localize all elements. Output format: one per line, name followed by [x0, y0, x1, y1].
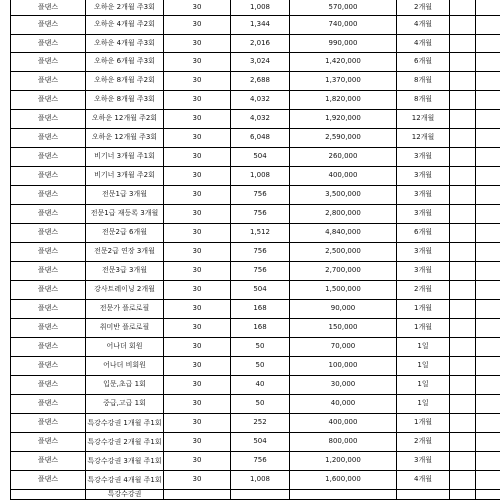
sessions-cell: 2,688	[231, 71, 290, 90]
brand-cell: 플댄스	[11, 34, 86, 52]
days-cell: 30	[164, 109, 231, 128]
brand-cell: 플댄스	[11, 52, 86, 71]
empty-cell	[476, 185, 500, 204]
period-cell: 2개월	[397, 0, 450, 15]
empty-cell	[450, 261, 476, 280]
empty-cell	[450, 204, 476, 223]
days-cell: 30	[164, 375, 231, 394]
price-cell: 740,000	[290, 15, 397, 34]
table-row	[11, 261, 500, 280]
course-cell: 비기너 3개월 주2회	[86, 166, 164, 185]
table-row	[11, 242, 500, 261]
course-cell: 오하운 12개월 주3회	[86, 128, 164, 147]
table-row	[11, 470, 500, 489]
course-cell: 특강수강권 3개월 주1회	[86, 451, 164, 470]
days-cell: 30	[164, 242, 231, 261]
empty-cell	[476, 299, 500, 318]
table-row	[11, 375, 500, 394]
sessions-cell: 1,344	[231, 15, 290, 34]
days-cell: 30	[164, 71, 231, 90]
course-cell: 전문2급 연장 3개월	[86, 242, 164, 261]
days-cell: 30	[164, 15, 231, 34]
table-row	[11, 394, 500, 413]
price-cell: 260,000	[290, 147, 397, 166]
empty-cell	[450, 52, 476, 71]
course-cell: 전문2급 6개월	[86, 223, 164, 242]
sessions-cell: 756	[231, 204, 290, 223]
brand-cell: 플댄스	[11, 470, 86, 489]
period-cell: 12개월	[397, 128, 450, 147]
table-row	[11, 52, 500, 71]
table-row	[11, 318, 500, 337]
empty-cell	[476, 451, 500, 470]
course-cell: 전문1급 재등록 3개월	[86, 204, 164, 223]
price-cell	[290, 489, 397, 499]
period-cell: 4개월	[397, 34, 450, 52]
period-cell: 3개월	[397, 185, 450, 204]
price-cell: 2,700,000	[290, 261, 397, 280]
period-cell: 1개월	[397, 318, 450, 337]
empty-cell	[450, 299, 476, 318]
days-cell: 30	[164, 185, 231, 204]
sessions-cell: 756	[231, 451, 290, 470]
brand-cell: 플댄스	[11, 204, 86, 223]
brand-cell: 플댄스	[11, 71, 86, 90]
brand-cell: 플댄스	[11, 261, 86, 280]
days-cell: 30	[164, 0, 231, 15]
empty-cell	[450, 128, 476, 147]
days-cell: 30	[164, 299, 231, 318]
price-cell: 800,000	[290, 432, 397, 451]
table-row	[11, 337, 500, 356]
sessions-cell: 3,024	[231, 52, 290, 71]
period-cell: 3개월	[397, 242, 450, 261]
course-cell: 오하운 12개월 주2회	[86, 109, 164, 128]
course-cell: 오하운 8개월 주2회	[86, 71, 164, 90]
price-cell: 90,000	[290, 299, 397, 318]
days-cell: 30	[164, 90, 231, 109]
table-row	[11, 204, 500, 223]
days-cell	[164, 489, 231, 499]
empty-cell	[450, 451, 476, 470]
sessions-cell: 756	[231, 185, 290, 204]
period-cell: 1일	[397, 375, 450, 394]
empty-cell	[476, 34, 500, 52]
empty-cell	[450, 223, 476, 242]
empty-cell	[450, 356, 476, 375]
course-cell: 오하운 6개월 주3회	[86, 52, 164, 71]
empty-cell	[450, 109, 476, 128]
price-cell: 570,000	[290, 0, 397, 15]
brand-cell: 플댄스	[11, 128, 86, 147]
empty-cell	[476, 318, 500, 337]
sessions-cell: 6,048	[231, 128, 290, 147]
table-row	[11, 109, 500, 128]
price-cell: 70,000	[290, 337, 397, 356]
sessions-cell: 252	[231, 413, 290, 432]
days-cell: 30	[164, 356, 231, 375]
brand-cell: 플댄스	[11, 318, 86, 337]
empty-cell	[476, 223, 500, 242]
brand-cell: 플댄스	[11, 337, 86, 356]
course-cell: 입문,초급 1회	[86, 375, 164, 394]
empty-cell	[476, 337, 500, 356]
price-cell: 1,370,000	[290, 71, 397, 90]
brand-cell: 플댄스	[11, 356, 86, 375]
sessions-cell: 1,512	[231, 223, 290, 242]
empty-cell	[476, 71, 500, 90]
empty-cell	[450, 166, 476, 185]
price-cell: 3,500,000	[290, 185, 397, 204]
days-cell: 30	[164, 280, 231, 299]
days-cell: 30	[164, 470, 231, 489]
course-cell: 오하운 4개월 주2회	[86, 15, 164, 34]
sessions-cell: 50	[231, 356, 290, 375]
sessions-cell: 168	[231, 318, 290, 337]
days-cell: 30	[164, 204, 231, 223]
period-cell: 8개월	[397, 71, 450, 90]
price-table-body	[11, 0, 500, 499]
period-cell: 8개월	[397, 90, 450, 109]
empty-cell	[476, 0, 500, 15]
sessions-cell: 168	[231, 299, 290, 318]
price-cell: 400,000	[290, 166, 397, 185]
days-cell: 30	[164, 147, 231, 166]
brand-cell: 플댄스	[11, 109, 86, 128]
price-cell: 400,000	[290, 413, 397, 432]
brand-cell: 플댄스	[11, 394, 86, 413]
days-cell: 30	[164, 128, 231, 147]
brand-cell: 플댄스	[11, 242, 86, 261]
days-cell: 30	[164, 432, 231, 451]
price-cell: 4,840,000	[290, 223, 397, 242]
sessions-cell: 1,008	[231, 470, 290, 489]
price-cell: 1,600,000	[290, 470, 397, 489]
course-cell: 전문1급 3개월	[86, 185, 164, 204]
course-cell: 오하운 8개월 주3회	[86, 90, 164, 109]
days-cell: 30	[164, 394, 231, 413]
period-cell: 1일	[397, 337, 450, 356]
brand-cell: 플댄스	[11, 147, 86, 166]
period-cell	[397, 489, 450, 499]
table-row	[11, 90, 500, 109]
price-cell: 150,000	[290, 318, 397, 337]
course-cell: 어나더 비회원	[86, 356, 164, 375]
period-cell: 1개월	[397, 413, 450, 432]
empty-cell	[476, 489, 500, 499]
empty-cell	[476, 52, 500, 71]
table-row	[11, 280, 500, 299]
course-cell: 특강수강권 1개월 주1회	[86, 413, 164, 432]
course-cell: 전문가 플로로필	[86, 299, 164, 318]
empty-cell	[450, 15, 476, 34]
course-cell: 어나더 회원	[86, 337, 164, 356]
days-cell: 30	[164, 451, 231, 470]
table-row	[11, 299, 500, 318]
course-cell: 강사트레이닝 2개월	[86, 280, 164, 299]
price-cell: 1,820,000	[290, 90, 397, 109]
period-cell: 3개월	[397, 166, 450, 185]
days-cell: 30	[164, 52, 231, 71]
days-cell: 30	[164, 223, 231, 242]
empty-cell	[476, 90, 500, 109]
period-cell: 6개월	[397, 52, 450, 71]
days-cell: 30	[164, 318, 231, 337]
course-cell: 특강수강권 2개월 주1회	[86, 432, 164, 451]
empty-cell	[450, 337, 476, 356]
period-cell: 2개월	[397, 432, 450, 451]
table-row	[11, 223, 500, 242]
table-row	[11, 15, 500, 34]
price-cell: 1,500,000	[290, 280, 397, 299]
sessions-cell: 756	[231, 242, 290, 261]
sessions-cell: 504	[231, 280, 290, 299]
sessions-cell: 40	[231, 375, 290, 394]
empty-cell	[476, 356, 500, 375]
empty-cell	[450, 90, 476, 109]
empty-cell	[476, 204, 500, 223]
price-cell: 2,590,000	[290, 128, 397, 147]
price-cell: 100,000	[290, 356, 397, 375]
sessions-cell: 1,008	[231, 166, 290, 185]
period-cell: 12개월	[397, 109, 450, 128]
empty-cell	[450, 242, 476, 261]
sessions-cell: 4,032	[231, 109, 290, 128]
period-cell: 4개월	[397, 15, 450, 34]
brand-cell: 플댄스	[11, 15, 86, 34]
days-cell: 30	[164, 166, 231, 185]
period-cell: 1개월	[397, 299, 450, 318]
brand-cell: 플댄스	[11, 432, 86, 451]
empty-cell	[476, 128, 500, 147]
table-row	[11, 147, 500, 166]
empty-cell	[476, 261, 500, 280]
empty-cell	[476, 166, 500, 185]
brand-cell: 플댄스	[11, 413, 86, 432]
empty-cell	[450, 318, 476, 337]
course-cell: 오하운 4개월 주3회	[86, 34, 164, 52]
sessions-cell: 4,032	[231, 90, 290, 109]
price-cell: 1,420,000	[290, 52, 397, 71]
empty-cell	[450, 280, 476, 299]
days-cell: 30	[164, 413, 231, 432]
brand-cell: 플댄스	[11, 223, 86, 242]
sessions-cell: 504	[231, 432, 290, 451]
empty-cell	[450, 0, 476, 15]
empty-cell	[476, 15, 500, 34]
brand-cell: 플댄스	[11, 0, 86, 15]
empty-cell	[476, 432, 500, 451]
price-cell: 1,200,000	[290, 451, 397, 470]
course-cell: 오하운 2개월 주3회	[86, 0, 164, 15]
brand-cell	[11, 489, 86, 499]
empty-cell	[450, 470, 476, 489]
brand-cell: 플댄스	[11, 375, 86, 394]
empty-cell	[476, 280, 500, 299]
course-cell: 특강수강권	[86, 489, 164, 499]
price-cell: 1,920,000	[290, 109, 397, 128]
table-row	[11, 166, 500, 185]
course-cell: 취미반 플로로필	[86, 318, 164, 337]
table-row	[11, 451, 500, 470]
days-cell: 30	[164, 261, 231, 280]
empty-cell	[476, 375, 500, 394]
brand-cell: 플댄스	[11, 451, 86, 470]
table-row	[11, 128, 500, 147]
empty-cell	[450, 375, 476, 394]
sessions-cell: 50	[231, 337, 290, 356]
sessions-cell: 756	[231, 261, 290, 280]
course-cell: 비기너 3개월 주1회	[86, 147, 164, 166]
days-cell: 30	[164, 34, 231, 52]
table-row	[11, 185, 500, 204]
empty-cell	[450, 432, 476, 451]
table-row	[11, 489, 500, 499]
price-cell: 990,000	[290, 34, 397, 52]
table-row	[11, 0, 500, 15]
table-row	[11, 71, 500, 90]
period-cell: 2개월	[397, 280, 450, 299]
empty-cell	[476, 413, 500, 432]
empty-cell	[476, 109, 500, 128]
period-cell: 4개월	[397, 470, 450, 489]
sessions-cell: 1,008	[231, 0, 290, 15]
table-row	[11, 432, 500, 451]
empty-cell	[476, 242, 500, 261]
table-row	[11, 34, 500, 52]
period-cell: 3개월	[397, 451, 450, 470]
empty-cell	[450, 147, 476, 166]
period-cell: 3개월	[397, 261, 450, 280]
brand-cell: 플댄스	[11, 166, 86, 185]
empty-cell	[450, 394, 476, 413]
empty-cell	[450, 413, 476, 432]
sessions-cell: 504	[231, 147, 290, 166]
sessions-cell: 2,016	[231, 34, 290, 52]
brand-cell: 플댄스	[11, 280, 86, 299]
course-cell: 특강수강권 4개월 주1회	[86, 470, 164, 489]
brand-cell: 플댄스	[11, 299, 86, 318]
price-cell: 30,000	[290, 375, 397, 394]
empty-cell	[450, 34, 476, 52]
period-cell: 3개월	[397, 147, 450, 166]
empty-cell	[450, 185, 476, 204]
days-cell: 30	[164, 337, 231, 356]
period-cell: 1일	[397, 356, 450, 375]
period-cell: 1일	[397, 394, 450, 413]
table-row	[11, 413, 500, 432]
brand-cell: 플댄스	[11, 185, 86, 204]
empty-cell	[450, 489, 476, 499]
price-cell: 40,000	[290, 394, 397, 413]
sessions-cell	[231, 489, 290, 499]
course-cell: 전문3급 3개월	[86, 261, 164, 280]
period-cell: 6개월	[397, 223, 450, 242]
brand-cell: 플댄스	[11, 90, 86, 109]
table-row	[11, 356, 500, 375]
empty-cell	[476, 394, 500, 413]
empty-cell	[476, 147, 500, 166]
empty-cell	[450, 71, 476, 90]
price-table	[10, 0, 500, 500]
price-cell: 2,500,000	[290, 242, 397, 261]
empty-cell	[476, 470, 500, 489]
period-cell: 3개월	[397, 204, 450, 223]
sessions-cell: 50	[231, 394, 290, 413]
price-cell: 2,800,000	[290, 204, 397, 223]
course-cell: 중급,고급 1회	[86, 394, 164, 413]
